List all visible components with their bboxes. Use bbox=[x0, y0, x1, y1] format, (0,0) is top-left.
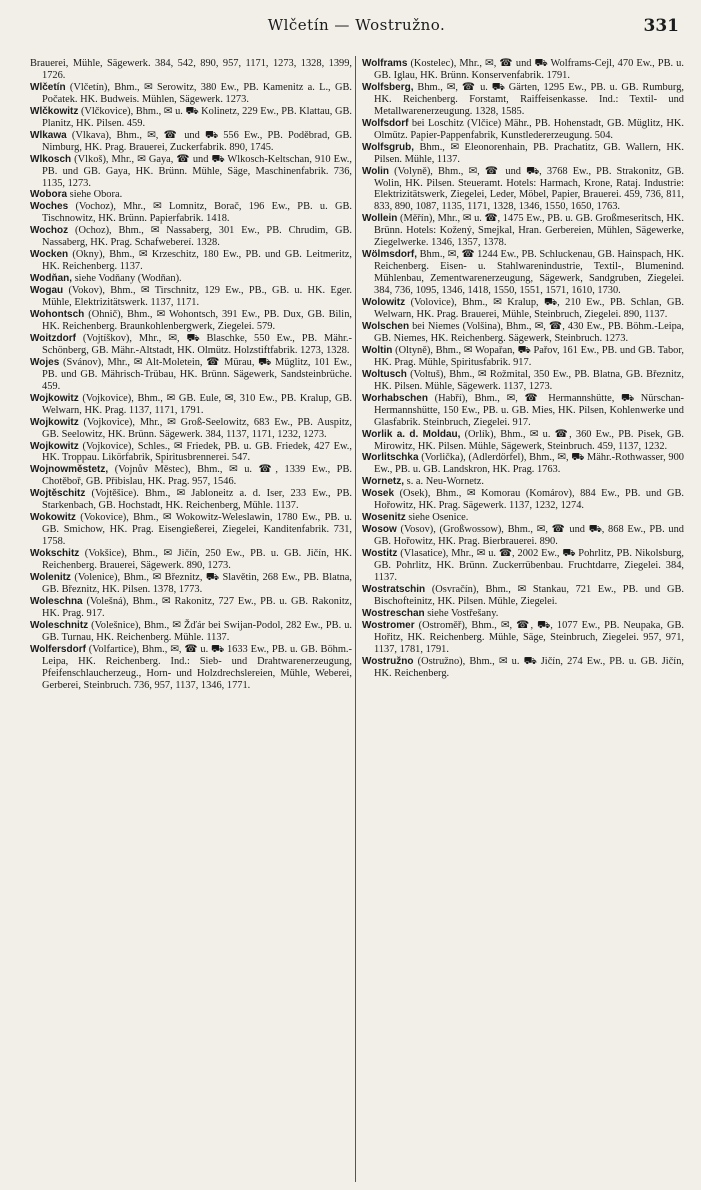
entry-details: bei Loschitz (Vlčice) Mähr., PB. Hohenstadt, GB. Müglitz, HK. Olmütz. Papier-Pappenfabrik, Kunstledererzeugung. 504. bbox=[374, 117, 684, 141]
entry-place-name: Wojkowitz bbox=[30, 416, 79, 428]
gazetteer-entry bbox=[30, 572, 352, 596]
entry-details: (Orlík), Bhm., ✉ u. ☎, 360 Ew., PB. Pisek, GB. Mirowitz, HK. Pilsen. Mühle, Sägewerk, Steinbruch. 459, 1137, 1232. bbox=[374, 428, 684, 452]
entry-place-name: Wornetz, bbox=[362, 476, 405, 488]
gazetteer-entry bbox=[30, 82, 352, 106]
gazetteer-entry bbox=[30, 273, 352, 285]
entry-details: (Okny), Bhm., ✉ Krzeschitz, 180 Ew., PB. und GB. Leitmeritz, HK. Reichenberg. 1137. bbox=[42, 249, 352, 273]
entry-details: Bhm., ✉, ☎ u. ⛟ Gärten, 1295 Ew., PB. u. GB. Rumburg, HK. Reichenberg. Forstamt, Raiffeisenkasse. Ind.: Textil- und Metallwarenerzeugung. 1328, 1585. bbox=[374, 81, 684, 117]
entry-place-name: Wogau bbox=[30, 285, 64, 297]
right-column bbox=[362, 58, 684, 1180]
entry-place-name: Woleschnitz bbox=[30, 619, 89, 631]
entry-place-name: Woitzdorf bbox=[30, 332, 76, 344]
entry-place-name: Wosow bbox=[362, 524, 397, 536]
entry-details: (Vochoz), Mhr., ✉ Lomnitz, Borač, 196 Ew., PB. u. GB. Tischnowitz, HK. Brünn. Papierfabrik. 1418. bbox=[42, 201, 352, 225]
entry-details: (Vojtíškov), Mhr., ✉, ⛟ Blaschke, 550 Ew., PB. Mähr.-Schönberg, GB. Mähr.-Altstadt, HK. Olmütz. Holzstiftfabrik. 1273, 1328. bbox=[42, 332, 352, 356]
entry-details: (Vorlička), (Adlerdörfel), Bhm., ✉, ⛟ Mähr.-Rothwasser, 900 Ew., PB. u. GB. Landskron, HK. Prag. 1763. bbox=[374, 452, 684, 476]
entry-details: (Vlčetín), Bhm., ✉ Serowitz, 380 Ew., PB. Kamenitz a. L., GB. Počatek. HK. Budweis. Mühlen, Sägewerk. 1273. bbox=[42, 81, 352, 105]
gazetteer-entry bbox=[30, 189, 352, 201]
gazetteer-entry bbox=[362, 548, 684, 584]
entry-details: (Vlkoš), Mhr., ✉ Gaya, ☎ und ⛟ Wlkosch-Keltschan, 910 Ew., PB. und GB. Gaya, HK. Brünn. Mühle, Säge, Maschinenfabrik. 736, 1135, 1273. bbox=[42, 153, 352, 189]
gazetteer-entry bbox=[30, 393, 352, 417]
gazetteer-entry bbox=[362, 608, 684, 620]
entry-details: (Volenice), Bhm., ✉ Březnitz, ⛟ Slavětin, 268 Ew., PB. Blatna, GB. Březnitz, HK. Pilsen. 1378, 1773. bbox=[42, 571, 352, 595]
entry-details: (Vokšice), Bhm., ✉ Jičín, 250 Ew., PB. u. GB. Jičín, HK. Reichenberg. Brauerei, Sägewerk. 890, 1273. bbox=[42, 548, 352, 572]
column-divider bbox=[355, 56, 356, 1182]
entry-place-name: Wodňan, bbox=[30, 273, 73, 285]
entry-details: (Ostroměř), Bhm., ✉, ☎, ⛟, 1077 Ew., PB. Neupaka, GB. Hořitz, HK. Reichenberg. Mühle, Säge, Steinbruch, Ziegelei. 957, 971, 1137, 1781, 1791. bbox=[374, 619, 684, 655]
entry-details: (Vokovice), Bhm., ✉ Wokowitz-Weleslawin, 1780 Ew., PB. u. GB. Smichow, HK. Prag. Eisengießerei, Ziegelei, Kanditenfabrik. 731, 1758. bbox=[42, 512, 352, 548]
entry-details: (Ochoz), Bhm., ✉ Nassaberg, 301 Ew., PB. Chrudim, GB. Nassaberg, HK. Prag. Schafwebereí. 1328. bbox=[42, 225, 352, 249]
page-header bbox=[30, 16, 683, 44]
gazetteer-entry bbox=[30, 596, 352, 620]
entry-place-name: Wostromer bbox=[362, 619, 415, 631]
entry-details: (Volovice), Bhm., ✉ Kralup, ⛟, 210 Ew., PB. Schlan, GB. Welwarn, HK. Prag. Brauerei, Mühle, Steinbruch, Ziegelei. 890, 1137. bbox=[374, 297, 684, 321]
entry-place-name: Woltin bbox=[362, 344, 393, 356]
entry-place-name: Wlčkowitz bbox=[30, 105, 79, 117]
gazetteer-entry bbox=[362, 476, 684, 488]
gazetteer-entry bbox=[362, 118, 684, 142]
gazetteer-entry bbox=[362, 488, 684, 512]
entry-place-name: Worhabschen bbox=[362, 392, 428, 404]
gazetteer-entry bbox=[362, 142, 684, 166]
entry-place-name: Wostratschin bbox=[362, 583, 426, 595]
entry-place-name: Wojkowitz bbox=[30, 392, 79, 404]
entry-place-name: Wocken bbox=[30, 249, 69, 261]
gazetteer-entry bbox=[362, 429, 684, 453]
entry-details: (Ohnič), Bhm., ✉ Wohontsch, 391 Ew., PB. Dux, GB. Bilin, HK. Reichenberg. Braunkohlenbergwerk, Ziegelei. 579. bbox=[42, 309, 352, 332]
left-column bbox=[30, 58, 352, 1180]
entry-place-name: Wojkowitz bbox=[30, 440, 79, 452]
entry-place-name: Wollein bbox=[362, 213, 398, 225]
gazetteer-entry bbox=[30, 488, 352, 512]
entry-place-name: Wolfsgrub, bbox=[362, 141, 415, 153]
entry-details: siehe Vostřešany. bbox=[427, 607, 499, 619]
entry-details: (Ostružno), Bhm., ✉ u. ⛟ Jičín, 274 Ew., PB. u. GB. Jičín, HK. Reichenberg. bbox=[374, 655, 684, 679]
entry-place-name: Wojes bbox=[30, 356, 60, 368]
gazetteer-entry bbox=[30, 285, 352, 309]
entry-place-name: Woches bbox=[30, 201, 69, 213]
gazetteer-entry bbox=[30, 464, 352, 488]
gazetteer-entry bbox=[30, 644, 352, 692]
entry-details: siehe Osenice. bbox=[408, 512, 469, 524]
entry-details: (Vosov), (Großwossow), Bhm., ✉, ☎ und ⛟, 868 Ew., PB. und GB. Hořowitz, HK. Prag. Bierbrauerei. 890. bbox=[374, 524, 684, 548]
entry-place-name: Wostreschan bbox=[362, 607, 425, 619]
gazetteer-entry bbox=[362, 82, 684, 118]
gazetteer-entry bbox=[30, 548, 352, 572]
gazetteer-entry bbox=[30, 441, 352, 465]
entry-place-name: Wosek bbox=[362, 488, 395, 500]
entry-details: (Oltyně), Bhm., ✉ Wopařan, ⛟ Pařov, 161 Ew., PB. und GB. Tabor, HK. Prag. Mühle, Spiritusfabrik. 917. bbox=[374, 344, 684, 368]
gazetteer-entry bbox=[362, 58, 684, 82]
entry-details: (Vojkovice), Bhm., ✉ GB. Eule, ✉, 310 Ew., PB. Kralup, GB. Welwarn, HK. Prag. 1137, 1171, 1791. bbox=[42, 392, 352, 416]
gazetteer-entry bbox=[30, 225, 352, 249]
entry-details: (Kostelec), Mhr., ✉, ☎ und ⛟ Wolframs-Cejl, 470 Ew., PB. u. GB. Iglau, HK. Brünn. Konservenfabrik. 1791. bbox=[374, 58, 684, 81]
gazetteer-entry bbox=[30, 154, 352, 190]
entry-place-name: Wolenitz bbox=[30, 571, 71, 583]
entry-place-name: Wolschen bbox=[362, 320, 410, 332]
running-title: Wlčetín — Wostružno. bbox=[267, 16, 446, 34]
entry-place-name: Wlkawa bbox=[30, 129, 67, 141]
gazetteer-entry bbox=[362, 620, 684, 656]
entry-details: (Vokov), Bhm., ✉ Tirschnitz, 129 Ew., PB., GB. u. HK. Eger. Mühle, Elektrizitätswerk. 1137, 1171. bbox=[42, 285, 352, 309]
entry-place-name: Wohontsch bbox=[30, 309, 85, 321]
gazetteer-entry bbox=[362, 393, 684, 429]
entry-place-name: Wostružno bbox=[362, 655, 414, 667]
entry-details: (Vojkovice), Schles., ✉ Friedek, PB. u. GB. Friedek, 427 Ew., HK. Troppau. Likörfabrik, Spiritusbrennerei. 547. bbox=[42, 440, 352, 464]
entry-place-name: Wokowitz bbox=[30, 512, 76, 524]
entry-details: (Volfartice), Bhm., ✉, ☎ u. ⛟ 1633 Ew., PB. u. GB. Böhm.-Leipa, HK. Reichenberg. Ind.: Sieb- und Drahtwarenerzeugung, Pfeifenschlaucherzeug., Horn- und Holzdrechslereien, Mühle, Weberei, Gerberei, Steinbruch. 736, 957, 1137, 1346, 1771. bbox=[42, 643, 352, 691]
gazetteer-entry bbox=[30, 201, 352, 225]
gazetteer-entry bbox=[30, 106, 352, 130]
entry-place-name: Wobora bbox=[30, 189, 68, 201]
entry-details: (Vlčkovice), Bhm., ✉ u. ⛟ Kolinetz, 229 Ew., PB. Klattau, GB. Planitz, HK. Pilsen. 459. bbox=[42, 105, 352, 129]
gazetteer-entry bbox=[30, 512, 352, 548]
gazetteer-entry bbox=[30, 130, 352, 154]
entry-place-name: Wojnowměstetz, bbox=[30, 464, 109, 476]
entry-details: (Volešná), Bhm., ✉ Rakonitz, 727 Ew., PB. u. GB. Rakonitz, HK. Prag. 917. bbox=[42, 595, 352, 619]
entry-details: bei Niemes (Volšina), Bhm., ✉, ☎, 430 Ew., PB. Böhm.-Leipa, GB. Niemes, HK. Reichenberg. Sägewerk, Steinbruch. 1273. bbox=[374, 320, 684, 344]
gazetteer-entry bbox=[30, 417, 352, 441]
entry-place-name: Wlkosch bbox=[30, 153, 72, 165]
entry-place-name: Wolfsdorf bbox=[362, 117, 409, 129]
entry-details: (Svánov), Mhr., ✉ Alt-Moletein, ☎ Mürau, ⛟ Müglitz, 101 Ew., PB. und GB. Mährisch-Trübau, HK. Brünn. Sägewerk, Sandsteinbrüche. 459. bbox=[42, 356, 352, 392]
entry-place-name: Wlčetín bbox=[30, 81, 66, 93]
entry-place-name: Wolfersdorf bbox=[30, 643, 86, 655]
gazetteer-entry bbox=[362, 512, 684, 524]
entry-details: (Volyně), Bhm., ✉, ☎ und ⛟, 3768 Ew., PB. Strakonitz, GB. Wolin, HK. Pilsen. Steueramt. Hotels: Harmach, Krone, Rataj. Industrie: Elektrizitätswerk, Ziegelei, Leder, Möbel, Papier, Brauerei. 459, 736, 811, 833, 890, 1087, 1135, 1171, 1328, 1346, 1550, 1650, 1763. bbox=[374, 165, 684, 213]
gazetteer-entry bbox=[362, 345, 684, 369]
gazetteer-entry bbox=[30, 249, 352, 273]
entry-place-name: Wokschitz bbox=[30, 548, 80, 560]
entry-details: (Voltuš), Bhm., ✉ Rožmital, 350 Ew., PB. Blatna, GB. Březnitz, HK. Pilsen. Mühle, Sägewerk. 1137, 1273. bbox=[374, 368, 684, 392]
gazetteer-entry bbox=[362, 321, 684, 345]
entry-details: siehe Vodňany (Wodňan). bbox=[74, 273, 182, 285]
entry-place-name: Wolin bbox=[362, 165, 390, 177]
gazetteer-entry bbox=[362, 584, 684, 608]
gazetteer-entry bbox=[30, 357, 352, 393]
gazetteer-entry bbox=[362, 452, 684, 476]
entry-details: (Habří), Bhm., ✉, ☎ Hermannshütte, ⛟ Nürschan-Hermannshütte, 150 Ew., PB. u. GB. Mies, HK. Pilsen, Kohlenwerke und Glasfabrik. Steinbruch, Ziegelei. 917. bbox=[374, 392, 684, 428]
entry-details: (Vojtěšice). Bhm., ✉ Jabloneitz a. d. Iser, 233 Ew., PB. Starkenbach, GB. Hochstadt, HK. Reichenberg, Mühle. 1137. bbox=[42, 488, 352, 512]
gazetteer-entry bbox=[30, 620, 352, 644]
gazetteer-entry bbox=[30, 58, 352, 82]
gazetteer-entry bbox=[362, 297, 684, 321]
entry-details: (Vlkava), Bhm., ✉, ☎ und ⛟ 556 Ew., PB. Poděbrad, GB. Nimburg, HK. Prag. Brauerei, Zuckerfabrik. 890, 1745. bbox=[42, 129, 352, 153]
entry-details: s. a. Neu-Wornetz. bbox=[406, 476, 485, 488]
entry-place-name: Wostitz bbox=[362, 548, 398, 560]
entry-place-name: Wölmsdorf, bbox=[362, 249, 417, 261]
entry-place-name: Wolowitz bbox=[362, 297, 406, 309]
entry-place-name: Worlitschka bbox=[362, 452, 419, 464]
entry-details: (Volešnice), Bhm., ✉ Žďár bei Swijan-Podol, 282 Ew., PB. u. GB. Turnau, HK. Reichenberg. Mühle. 1137. bbox=[42, 619, 352, 643]
entry-details: (Vojkovice), Mhr., ✉ Groß-Seelowitz, 683 Ew., PB. Auspitz, GB. Seelowitz, HK. Brünn. Sägewerk. 384, 1137, 1171, 1232, 1273. bbox=[42, 416, 352, 440]
entry-place-name: Wolfsberg, bbox=[362, 81, 414, 93]
entry-place-name: Wochoz bbox=[30, 225, 69, 237]
entry-place-name: Woleschna bbox=[30, 595, 83, 607]
gazetteer-entry bbox=[30, 309, 352, 333]
entry-details: (Vojnův Městec), Bhm., ✉ u. ☎, 1339 Ew., PB. Chotěboř, GB. Přibislau, HK. Prag. 957, 1546. bbox=[42, 464, 352, 488]
page-number: 331 bbox=[643, 16, 679, 36]
entry-details: Brauerei, Mühle, Sägewerk. 384, 542, 890, 957, 1171, 1273, 1328, 1399, 1726. bbox=[30, 58, 352, 81]
gazetteer-entry bbox=[362, 166, 684, 214]
gazetteer-entry bbox=[362, 213, 684, 249]
entry-place-name: Wosenitz bbox=[362, 512, 406, 524]
entry-details: (Osek), Bhm., ✉ Komorau (Komárov), 884 Ew., PB. und GB. Hořowitz, HK. Prag. Sägewerk. 1137, 1232, 1274. bbox=[374, 488, 684, 512]
entry-place-name: Wolframs bbox=[362, 58, 408, 69]
gazetteer-entry bbox=[362, 369, 684, 393]
gazetteer-entry bbox=[30, 333, 352, 357]
entry-place-name: Worlik a. d. Moldau, bbox=[362, 428, 461, 440]
entry-details: siehe Obora. bbox=[69, 189, 123, 201]
entry-details: (Měřín), Mhr., ✉ u. ☎, 1475 Ew., PB. u. GB. Großmeseritsch, HK. Brünn. Hotels: Kožený, Smejkal, Hran. Gerbereien, Mühlen, Sägewerke, Ziegelwerke. 1346, 1357, 1378. bbox=[374, 213, 684, 249]
gazetteer-entry bbox=[362, 656, 684, 680]
entry-details: Bhm., ✉, ☎ 1244 Ew., PB. Schluckenau, GB. Hainspach, HK. Reichenberg. Eisen- u. Stahlwarenindustrie, Textil-, Blumenind. Mühlenbau, Zementwarenerzeugung, Sägewerk, Sandgruben, Ziegelei. 384, 736, 1095, 1346, 1418, 1550, 1551, 1571, 1610, 1730. bbox=[374, 249, 684, 297]
entry-place-name: Woltusch bbox=[362, 368, 407, 380]
gazetteer-entry bbox=[362, 249, 684, 297]
entry-details: (Osvračín), Bhm., ✉ Stankau, 721 Ew., PB. und GB. Bischofteinitz, HK. Pilsen. Mühle, Ziegelei. bbox=[374, 583, 684, 607]
gazetteer-entry bbox=[362, 524, 684, 548]
entry-details: Bhm., ✉ Eleonorenhain, PB. Prachatitz, GB. Wallern, HK. Pilsen. Mühle, 1137. bbox=[374, 141, 684, 165]
entry-details: (Vlasatice), Mhr., ✉ u. ☎, 2002 Ew., ⛟ Pohrlitz, PB. Nikolsburg, GB. Pohrlitz, HK. Brünn. Zuckerrübenbau. Fruchtdarre, Ziegelei. 384, 1137. bbox=[374, 548, 684, 583]
entry-place-name: Wojtěschitz bbox=[30, 488, 86, 500]
